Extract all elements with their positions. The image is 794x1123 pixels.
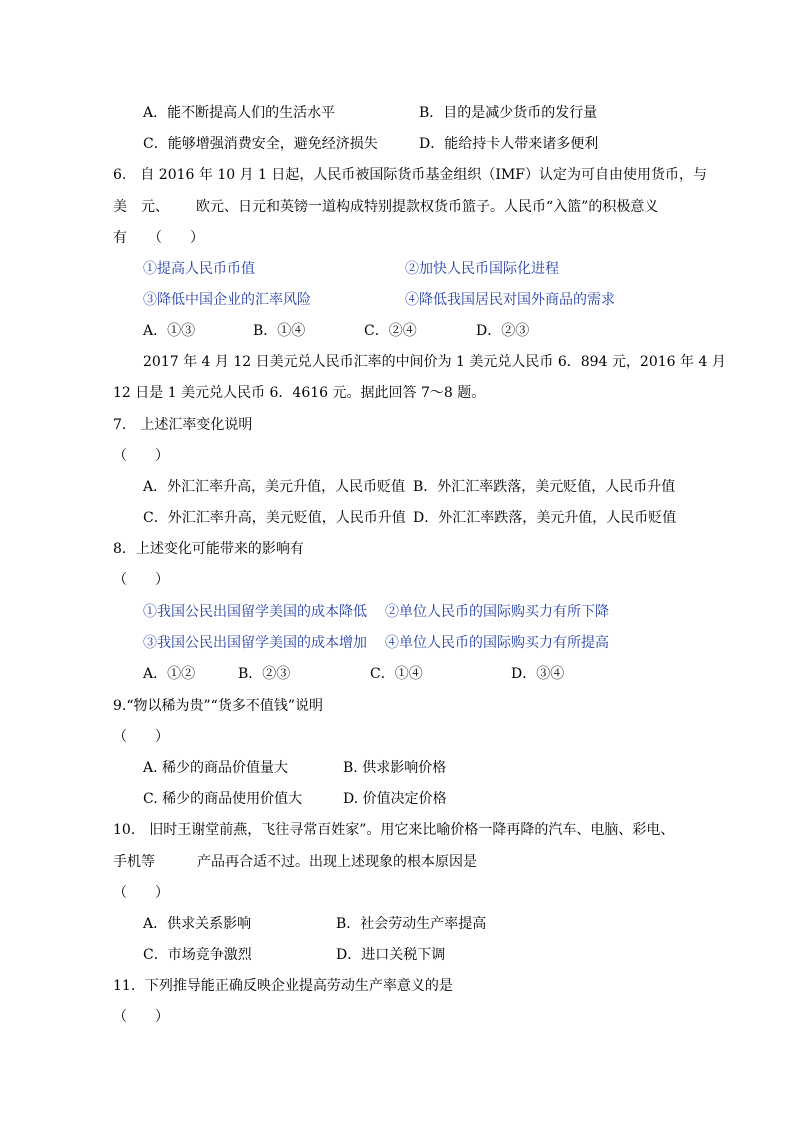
q8-option-a: A．①②: [143, 666, 196, 682]
q6-item-2: ②加快人民币国际化进程: [405, 261, 559, 277]
q8-paren: （ ）: [113, 572, 169, 588]
q7-option-c: C．外汇汇率升高，美元贬值，人民币升值: [143, 510, 406, 526]
q7-option-b: B．外汇汇率跌落，美元贬值，人民币升值: [413, 479, 676, 495]
q10-stem-line2a: 手机等: [113, 854, 155, 870]
q8-option-c: C．①④: [370, 666, 423, 682]
q6-item-3: ③降低中国企业的汇率风险: [143, 292, 311, 308]
q11-stem: 11．下列推导能正确反映企业提高劳动生产率意义的是: [113, 978, 453, 994]
q9-option-c: C. 稀少的商品使用价值大: [143, 791, 303, 807]
q8-item-1: ①我国公民出国留学美国的成本降低: [143, 604, 367, 620]
q5-option-b: B．目的是减少货币的发行量: [419, 105, 598, 121]
q8-option-b: B．②③: [238, 666, 291, 682]
q10-stem-line1: 10. 旧时王谢堂前燕，飞往寻常百姓家”。用它来比喻价格一降再降的汽车、电脑、彩电、: [113, 822, 675, 838]
q6-option-b: B．①④: [253, 323, 306, 339]
q6-item-1: ①提高人民币币值: [143, 261, 255, 277]
q7-paren: （ ）: [113, 448, 169, 464]
q6-option-c: C．②④: [364, 323, 417, 339]
q9-paren: （ ）: [113, 729, 169, 745]
q8-option-d: D．③④: [511, 666, 565, 682]
material-line1: 2017 年 4 月 12 日美元兑人民币汇率的中间价为 1 美元兑人民币 6．894 元，2016 年 4 月: [143, 354, 726, 370]
q8-item-2: ②单位人民币的国际购买力有所下降: [385, 604, 609, 620]
q10-option-c: C．市场竞争激烈: [143, 947, 252, 963]
q11-paren: （ ）: [113, 1009, 169, 1025]
q7-stem: 7. 上述汇率变化说明: [113, 417, 253, 433]
q5-option-d: D．能给持卡人带来诸多便利: [419, 136, 599, 152]
q6-option-a: A．①③: [143, 323, 196, 339]
q7-option-d: D．外汇汇率跌落，美元升值，人民币贬值: [413, 510, 677, 526]
q5-option-c: C．能够增强消费安全，避免经济损失: [143, 136, 378, 152]
q6-item-4: ④降低我国居民对国外商品的需求: [405, 292, 615, 308]
q6-option-d: D．②③: [476, 323, 530, 339]
q6-stem-line2b: 欧元、日元和英镑一道构成特别提款权货币篮子。人民币“入篮”的积极意义: [196, 199, 659, 215]
q9-stem: 9.“物以稀为贵”“货多不值钱”说明: [113, 698, 323, 714]
q10-stem-line2b: 产品再合适不过。出现上述现象的根本原因是: [197, 854, 477, 870]
q5-option-a: A．能不断提高人们的生活水平: [143, 105, 336, 121]
q10-option-d: D．进口关税下调: [336, 947, 446, 963]
q7-option-a: A．外汇汇率升高，美元升值，人民币贬值: [143, 479, 406, 495]
q8-item-3: ③我国公民出国留学美国的成本增加: [143, 635, 367, 651]
q9-option-b: B. 供求影响价格: [343, 760, 447, 776]
q8-stem: 8．上述变化可能带来的影响有: [113, 541, 304, 557]
q9-option-d: D. 价值决定价格: [343, 791, 447, 807]
material-line2: 12 日是 1 美元兑人民币 6．4616 元。据此回答 7～8 题。: [113, 385, 486, 401]
q6-stem-line1: 6. 自 2016 年 10 月 1 日起，人民币被国际货币基金组织（IMF）认定为可自由使用货币，与: [113, 167, 707, 183]
q10-option-b: B．社会劳动生产率提高: [336, 916, 487, 932]
q6-stem-line3: 有 （ ）: [113, 230, 204, 246]
q10-option-a: A．供求关系影响: [143, 916, 252, 932]
q10-paren: （ ）: [113, 885, 169, 901]
q6-stem-line2a: 美 元、: [113, 199, 169, 215]
q9-option-a: A. 稀少的商品价值量大: [143, 760, 289, 776]
q8-item-4: ④单位人民币的国际购买力有所提高: [385, 635, 609, 651]
